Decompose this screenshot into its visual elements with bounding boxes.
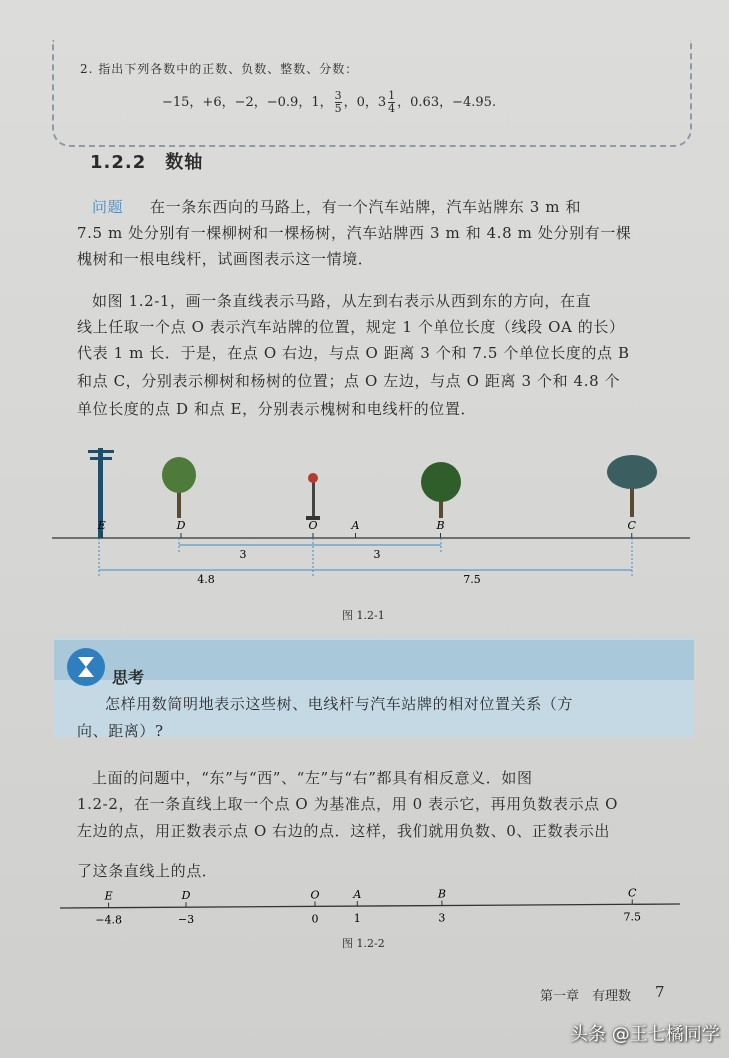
numerator: 3 bbox=[334, 89, 342, 102]
tick-label: 7.5 bbox=[623, 910, 641, 924]
hourglass-icon bbox=[66, 647, 106, 687]
problem-label: 问题 bbox=[92, 198, 124, 216]
figure-1-2-1 bbox=[0, 430, 729, 600]
fraction bbox=[388, 90, 395, 115]
point-label: A bbox=[353, 888, 362, 902]
think-header bbox=[54, 640, 694, 680]
point-label: D bbox=[176, 519, 186, 532]
dimension-label: 4.8 bbox=[197, 573, 215, 586]
watermark: 头条 @王七橘同学 bbox=[570, 1024, 720, 1045]
dimension-label: 3 bbox=[373, 548, 381, 561]
text-line: 7.5 m 处分别有一棵柳树和一棵杨树，汽车站牌西 3 m 和 4.8 m 处分别有一棵 bbox=[77, 224, 632, 242]
dimension-label: 7.5 bbox=[463, 573, 481, 586]
tree-icon bbox=[607, 455, 657, 517]
exercise-numbers bbox=[162, 90, 496, 115]
text-line: 线上任取一个点 O 表示汽车站牌的位置，规定 1 个单位长度（线段 OA 的长） bbox=[77, 318, 625, 336]
text-line: 1.2-2，在一条直线上取一个点 O 为基准点，用 0 表示它，再用负数表示点 O bbox=[77, 795, 619, 813]
text-line: 了这条直线上的点． bbox=[77, 862, 218, 880]
figure-caption: 图 1.2-1 bbox=[342, 609, 385, 622]
point-label: C bbox=[628, 886, 637, 900]
point-label: E bbox=[97, 519, 106, 532]
point-label: C bbox=[627, 519, 636, 532]
dimension-label: 3 bbox=[239, 548, 247, 561]
think-title: 思考 bbox=[112, 668, 145, 687]
figure-1-2-2 bbox=[0, 880, 729, 930]
tick-label: −4.8 bbox=[95, 913, 122, 927]
denominator: 5 bbox=[334, 102, 342, 115]
chapter-footer: 第一章 有理数 bbox=[540, 989, 632, 1004]
text-line: 槐树和一根电线杆，试画图表示这一情境． bbox=[77, 250, 374, 268]
point-label: E bbox=[104, 889, 113, 903]
text-line: 怎样用数简明地表示这些树、电线杆与汽车站牌的相对位置关系（方 bbox=[105, 695, 574, 713]
text-line: 代表 1 m 长．于是，在点 O 右边，与点 O 距离 3 个和 7.5 个单位长度的点 B bbox=[77, 344, 630, 362]
page-number: 7 bbox=[655, 983, 665, 1001]
fraction bbox=[335, 90, 342, 115]
text-line: 左边的点，用正数表示点 O 右边的点．这样，我们就用负数、0、正数表示出 bbox=[77, 822, 610, 840]
numbers-part: ，0.63，−4.95. bbox=[397, 95, 497, 110]
point-label: D bbox=[181, 889, 191, 903]
numbers-part: ，0，3 bbox=[343, 95, 387, 110]
tree-icon bbox=[421, 462, 461, 518]
tree-icon bbox=[162, 457, 196, 518]
numerator: 1 bbox=[388, 89, 396, 102]
numbers-part: −15，+6，−2，−0.9，1， bbox=[162, 95, 333, 110]
text-line: 和点 C，分别表示柳树和杨树的位置；点 O 左边，与点 O 距离 3 个和 4.8 个 bbox=[77, 372, 621, 390]
point-label: B bbox=[437, 887, 446, 901]
tick-label: −3 bbox=[177, 913, 195, 927]
denominator: 4 bbox=[388, 102, 396, 115]
text-line: 如图 1.2-1，画一条直线表示马路，从左到右表示从西到东的方向，在直 bbox=[92, 292, 592, 310]
text-line: 在一条东西向的马路上，有一个汽车站牌，汽车站牌东 3 m 和 bbox=[150, 198, 582, 216]
text-line: 单位长度的点 D 和点 E，分别表示槐树和电线杆的位置． bbox=[77, 400, 477, 418]
point-label: O bbox=[308, 519, 318, 532]
bus-stop-sign-icon bbox=[306, 473, 320, 520]
text-line: 上面的问题中，“东”与“西”、“左”与“右”都具有相反意义．如图 bbox=[92, 769, 533, 787]
text-line: 向、距离）? bbox=[77, 722, 164, 740]
tick-label: 3 bbox=[438, 911, 446, 925]
tick-label: 1 bbox=[353, 912, 361, 926]
figure-caption: 图 1.2-2 bbox=[342, 937, 385, 950]
exercise-question: 2. 指出下列各数中的正数、负数、整数、分数： bbox=[80, 62, 359, 76]
point-label: O bbox=[310, 888, 320, 902]
tick-label: 0 bbox=[311, 912, 319, 926]
section-title: 1.2.2 数轴 bbox=[90, 152, 204, 173]
point-label: A bbox=[351, 519, 360, 532]
point-label: B bbox=[436, 519, 445, 532]
